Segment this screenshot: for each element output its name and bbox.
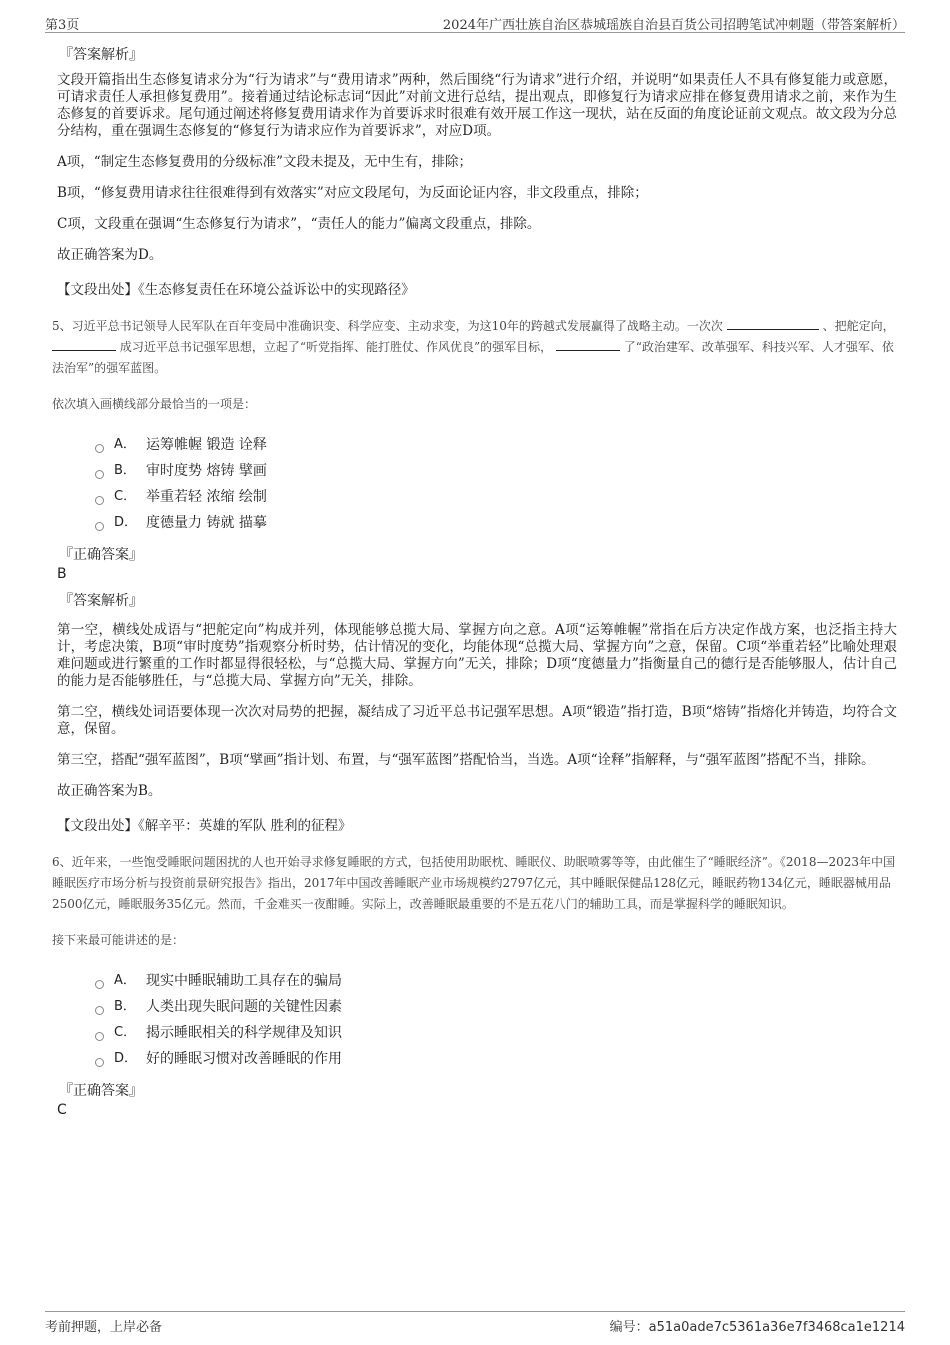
options-list: [95, 968, 897, 1072]
radio-icon[interactable]: [95, 1032, 104, 1041]
page-header: [45, 12, 905, 33]
option-c[interactable]: C． 举重若轻 浓缩 绘制: [95, 484, 897, 510]
options-list: [95, 432, 897, 536]
document-title: 2024年广西壮族自治区恭城瑶族自治县百货公司招聘笔试冲刺题（带答案解析）: [442, 18, 905, 33]
option-text: 运筹帷幄 锻造 诠释: [146, 437, 267, 453]
q4-section: [57, 44, 897, 298]
q6-section: [52, 852, 897, 1118]
radio-icon[interactable]: [95, 522, 104, 531]
radio-icon[interactable]: [95, 980, 104, 989]
option-a[interactable]: A． 现实中睡眠辅助工具存在的骗局: [95, 968, 897, 994]
analysis-tag: 『答案解析』: [59, 47, 143, 63]
option-a[interactable]: A． 运筹帷幄 锻造 诠释: [95, 432, 897, 458]
option-text: 度德量力 铸就 描摹: [146, 515, 267, 531]
answer-value: C: [57, 1102, 67, 1118]
question-stem: [52, 316, 897, 379]
analysis-blank-3: 第三空，搭配“强军蓝图”，B项“擘画”指计划、布置，与“强军蓝图”搭配恰当，当选。A项“诠释”指解释，与“强军蓝图”搭配不当，排除。: [57, 752, 875, 768]
stem-text: 成习近平总书记强军思想，立起了“听党指挥、能打胜仗、作风优良”的强军目标，: [119, 340, 553, 354]
analysis-conclusion: 故正确答案为B。: [57, 783, 162, 799]
document-code: [610, 1316, 905, 1335]
option-text: 揭示睡眠相关的科学规律及知识: [146, 1025, 342, 1041]
analysis-paragraph: 文段开篇指出生态修复请求分为“行为请求”与“费用请求”两种，然后围绕“行为请求”进行介绍，并说明“如果责任人不具有修复能力或意愿，可请求责任人承担修复费用”。接着通过结论标志词“因此”对前文进行总结，提出观点，即修复行为请求应排在修复费用请求之前，来作为生态修复的首要诉求。尾句通过阐述将修复费用请求作为首要诉求时很难有效开展工作这一现状，站在反面的角度论证前文观点。故文段为分总分结构，重在强调生态修复的“修复行为请求应作为首要诉求”，对应D项。: [57, 72, 897, 139]
option-c[interactable]: C． 揭示睡眠相关的科学规律及知识: [95, 1020, 897, 1046]
fill-blank-3: [556, 338, 620, 351]
passage-source: 【文段出处】《解辛平：英雄的军队 胜利的征程》: [57, 818, 352, 834]
analysis-blank-2: 第二空，横线处词语要体现一次次对局势的把握，凝结成了习近平总书记强军思想。A项“锻造”指打造，B项“熔铸”指熔化并铸造，均符合文意，保留。: [57, 704, 897, 737]
answer-value: B: [57, 566, 67, 582]
answer-tag: 『正确答案』: [59, 547, 143, 563]
option-text: 人类出现失眠问题的关键性因素: [146, 999, 342, 1015]
radio-icon[interactable]: [95, 1006, 104, 1015]
radio-icon[interactable]: [95, 496, 104, 505]
code-label: 编号：: [609, 1320, 649, 1335]
radio-icon[interactable]: [95, 444, 104, 453]
passage-source: 【文段出处】《生态修复责任在环境公益诉讼中的实现路径》: [57, 282, 415, 298]
page-footer: [45, 1311, 905, 1336]
analysis-option-a: A项，“制定生态修复费用的分级标准”文段未提及，无中生有，排除；: [57, 154, 473, 170]
page-number: 第3页: [45, 18, 80, 33]
fill-blank-2: [52, 338, 116, 351]
option-text: 现实中睡眠辅助工具存在的骗局: [146, 973, 342, 989]
option-b[interactable]: B． 人类出现失眠问题的关键性因素: [95, 994, 897, 1020]
code-value: a51a0ade7c5361a36e7f3468ca1e1214: [648, 1320, 905, 1335]
radio-icon[interactable]: [95, 1058, 104, 1067]
option-text: 审时度势 熔铸 擘画: [146, 463, 267, 479]
option-d[interactable]: D． 度德量力 铸就 描摹: [95, 510, 897, 536]
stem-text: 了“政治建军、改革强军、科技兴军、人才强军、依法治军”的强军蓝图。: [52, 340, 894, 375]
question-prompt: 依次填入画横线部分最恰当的一项是：: [52, 397, 257, 411]
answer-tag: 『正确答案』: [59, 1083, 143, 1099]
analysis-conclusion: 故正确答案为D。: [57, 247, 163, 263]
analysis-blank-1: 第一空，横线处成语与“把舵定向”构成并列，体现能够总揽大局、掌握方向之意。A项“运筹帷幄”常指在后方决定作战方案，也泛指主持大计，考虑决策，B项“审时度势”指观察分析时势，估计情况的变化，均能体现“总揽大局、掌握方向”之意，保留。C项“举重若轻”比喻处理艰难问题或进行繁重的工作时都显得很轻松，与“总揽大局、掌握方向”无关，排除；D项“度德量力”指衡量自己的德行是否能够服人，估计自己的能力是否能够胜任，与“总揽大局、掌握方向”无关，排除。: [57, 622, 897, 689]
option-d[interactable]: D． 好的睡眠习惯对改善睡眠的作用: [95, 1046, 897, 1072]
option-text: 好的睡眠习惯对改善睡眠的作用: [146, 1051, 342, 1067]
question-prompt: 接下来最可能讲述的是：: [52, 933, 185, 947]
question-stem: 6、近年来，一些饱受睡眠问题困扰的人也开始寻求修复睡眠的方式，包括使用助眠枕、睡眠仪、助眠喷雾等等，由此催生了“睡眠经济”。《2018—2023年中国睡眠医疗市场分析与投资前景研究报告》指出，2017年中国改善睡眠产业市场规模约2797亿元，其中睡眠保健品128亿元，睡眠药物134亿元，睡眠器械用品2500亿元，睡眠服务35亿元。然而，千金难买一夜酣睡。实际上，改善睡眠最重要的不是五花八门的辅助工具，而是掌握科学的睡眠知识。: [52, 855, 895, 911]
analysis-option-b: B项，“修复费用请求往往很难得到有效落实”对应文段尾句，为反面论证内容，非文段重点，排除；: [57, 185, 648, 201]
stem-text: 、把舵定向，: [822, 319, 895, 333]
option-text: 举重若轻 浓缩 绘制: [146, 489, 267, 505]
page-content: [52, 44, 897, 1126]
option-b[interactable]: B． 审时度势 熔铸 擘画: [95, 458, 897, 484]
fill-blank-1: [727, 317, 819, 330]
radio-icon[interactable]: [95, 470, 104, 479]
analysis-tag: 『答案解析』: [59, 593, 143, 609]
stem-text: 5、习近平总书记领导人民军队在百年变局中准确识变、科学应变、主动求变，为这10年的跨越式发展赢得了战略主动。一次次: [52, 319, 723, 333]
q5-section: [52, 316, 897, 834]
analysis-option-c: C项，文段重在强调“生态修复行为请求”，“责任人的能力”偏离文段重点，排除。: [57, 216, 541, 232]
footer-slogan: 考前押题，上岸必备: [45, 1320, 163, 1335]
